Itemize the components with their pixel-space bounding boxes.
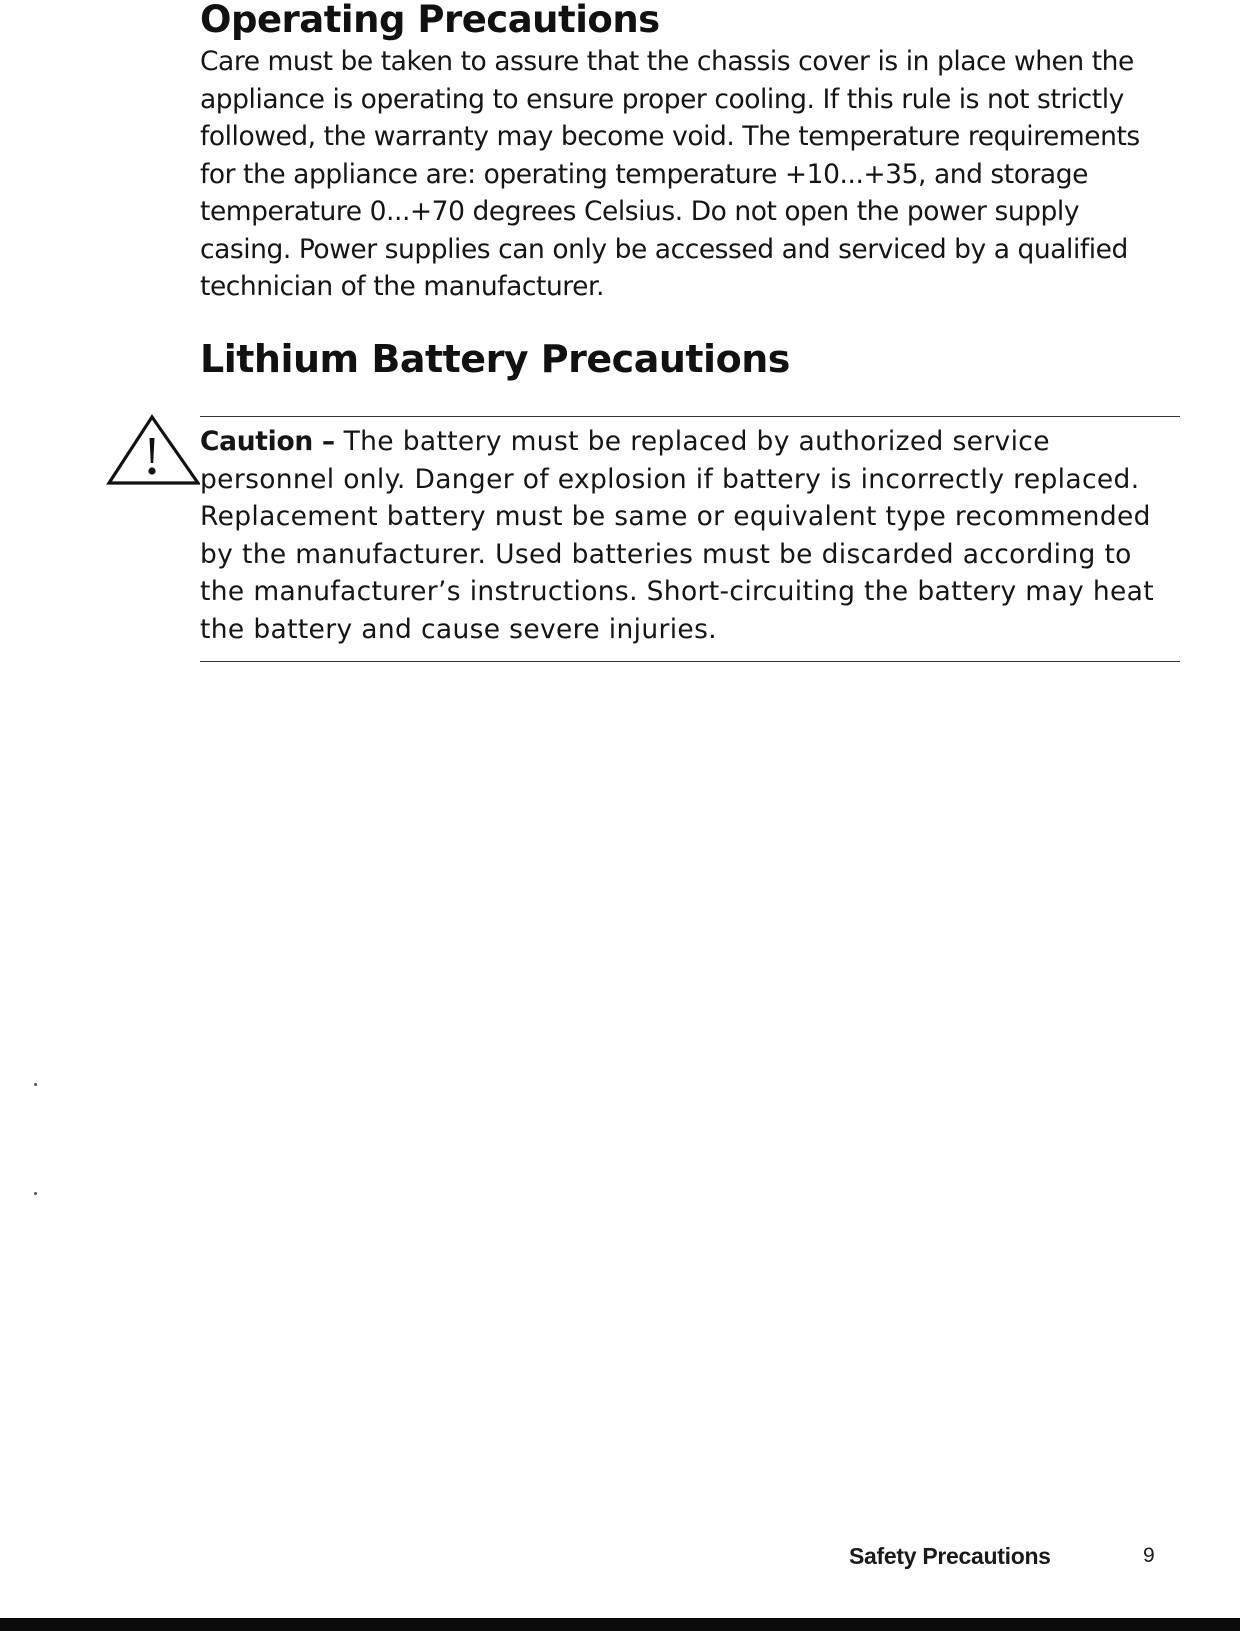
footer-section-title: Safety Precautions — [849, 1543, 1051, 1569]
warning-triangle-icon — [106, 414, 200, 488]
caution-notice — [200, 423, 1160, 648]
operating-precautions-heading: Operating Precautions — [200, 0, 660, 41]
caution-top-divider — [200, 416, 1180, 417]
caution-label: Caution – — [200, 426, 335, 457]
caution-bottom-divider — [200, 661, 1180, 662]
scan-speck — [34, 1083, 37, 1086]
lithium-battery-precautions-heading: Lithium Battery Precautions — [200, 337, 790, 381]
page-number: 9 — [1143, 1544, 1155, 1567]
operating-precautions-body: Care must be taken to assure that the chassis cover is in place when the appliance is operating to ensure proper cooling. If this rule is not strictly followed, the warranty may become void. The temperature requirements for the appliance are: operating temperature +10...+35, and storage temperature 0...+70 degrees Celsius. Do not open the power supply casing. Power supplies can only be accessed and serviced by a qualified technician of the manufacturer. — [200, 46, 1140, 302]
page-bottom-border — [0, 1618, 1240, 1631]
caution-text: The battery must be replaced by authorized service personnel only. Danger of explosion if battery is incorrectly replaced. Replacement battery must be same or equivalent type recommended by the manufacturer. Used batteries must be discarded according to the manufacturer’s instructions. Short-circuiting the battery may heat the battery and cause severe injuries. — [200, 426, 1154, 645]
page-footer — [849, 1543, 1159, 1577]
scan-speck — [34, 1192, 37, 1195]
